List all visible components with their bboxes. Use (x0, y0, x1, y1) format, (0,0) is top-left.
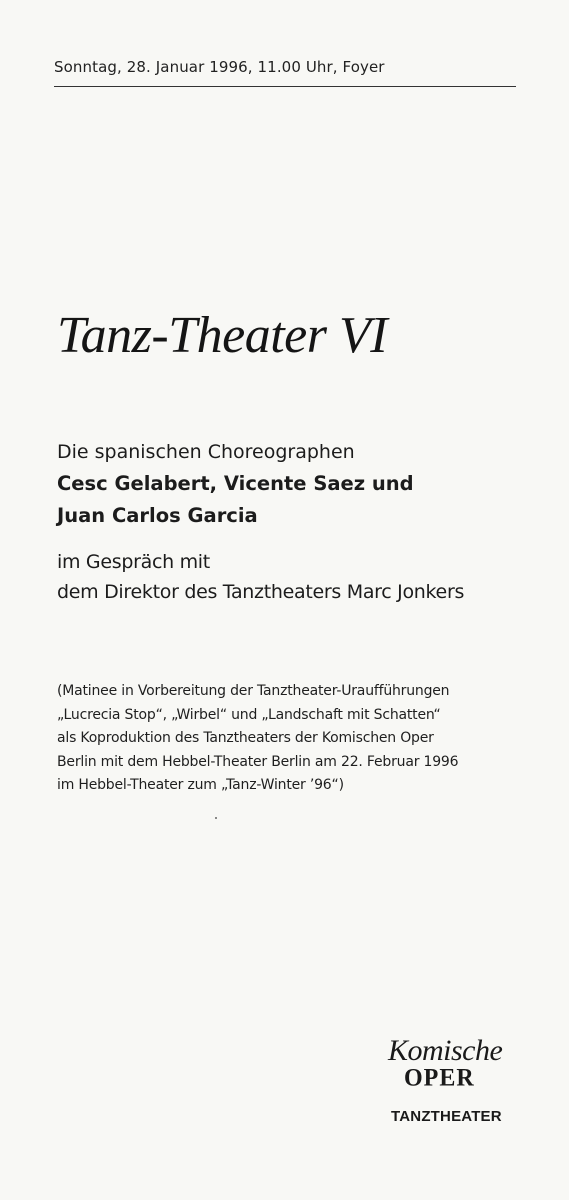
note-line: Berlin mit dem Hebbel-Theater Berlin am 22. Februar 1996 (57, 753, 459, 770)
director-line: dem Direktor des Tanztheaters Marc Jonkers (57, 581, 465, 603)
choreographers-names-cont: Juan Carlos Garcia (57, 504, 258, 527)
header-divider (54, 86, 516, 87)
conversation-text (57, 547, 464, 607)
matinee-note (57, 680, 458, 798)
logo-script-text: Komische (388, 1034, 503, 1067)
logo-subtitle: TANZTHEATER (391, 1108, 502, 1125)
print-speck (215, 817, 217, 819)
note-line: als Koproduktion des Tanztheaters der Komischen Oper (57, 730, 434, 746)
event-date-line: Sonntag, 28. Januar 1996, 11.00 Uhr, Foyer (54, 58, 385, 76)
komische-oper-logo (388, 1034, 528, 1134)
intro-line: Die spanischen Choreographen (57, 441, 355, 463)
conversation-line: im Gespräch mit (57, 551, 210, 573)
choreographers-names: Cesc Gelabert, Vicente Saez und (57, 472, 414, 495)
note-line: im Hebbel-Theater zum „Tanz-Winter ’96“) (57, 777, 344, 793)
page-title: Tanz-Theater VI (57, 307, 388, 364)
choreographers-intro (57, 436, 414, 532)
note-line: „Lucrecia Stop“, „Wirbel“ und „Landschaft mit Schatten“ (57, 706, 441, 723)
logo-oper-text: OPER (404, 1064, 475, 1092)
note-line: (Matinee in Vorbereitung der Tanztheater-Uraufführungen (57, 683, 450, 699)
